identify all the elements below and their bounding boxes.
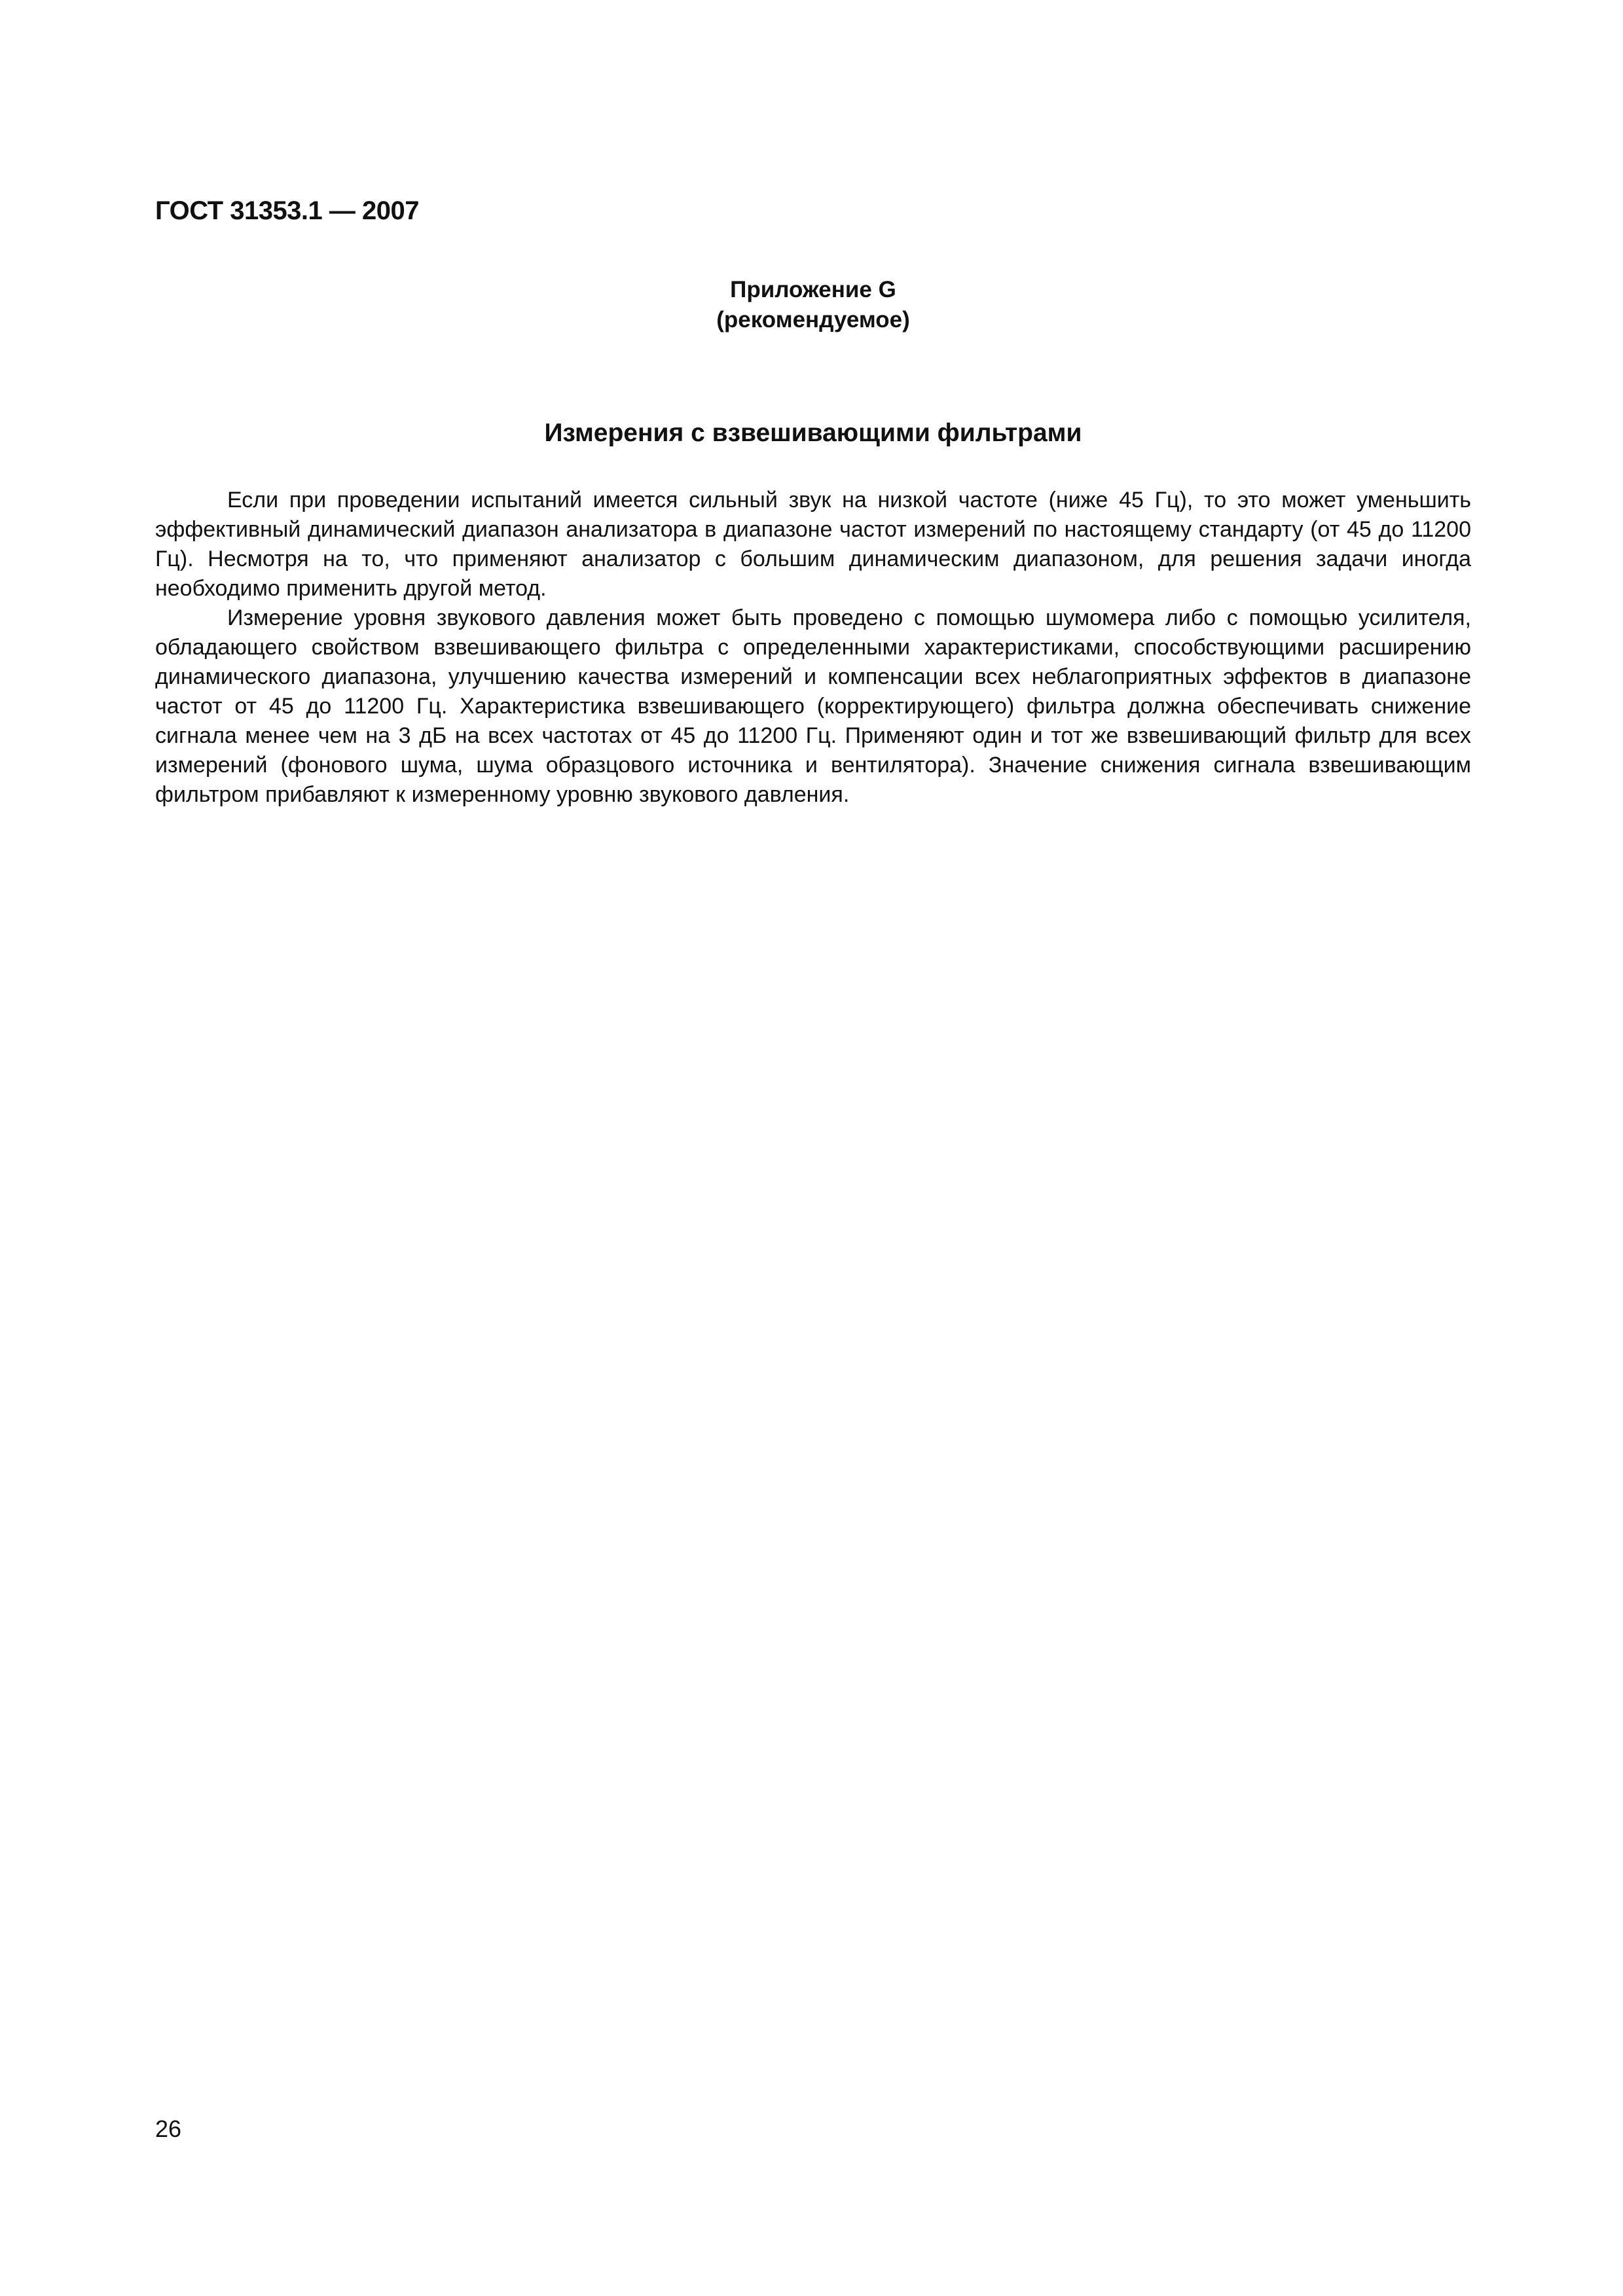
- annex-heading: [155, 275, 1471, 335]
- body-text: [155, 486, 1471, 810]
- page-number: 26: [155, 2115, 182, 2142]
- annex-title: Приложение G: [730, 277, 896, 302]
- section-title: Измерения с взвешивающими фильтрами: [544, 419, 1082, 447]
- paragraph-2: Измерение уровня звукового давления может быть проведено с помощью шумомера либо с помощью усилителя, обладающего свойством взвешивающего фильтра с определенными характеристиками, способствующими расширению динамического диапазона, улучшению качества измерений и компенсации всех неблагоприятных эффектов в диапазоне частот от 45 до 11200 Гц. Характеристика взвешивающего (корректирующего) фильтра должна обеспечивать снижение сигнала менее чем на 3 дБ на всех частотах от 45 до 11200 Гц. Применяют один и тот же взвешивающий фильтр для всех измерений (фонового шума, шума образцового источника и вентилятора). Значение снижения сигнала взвешивающим фильтром прибавляют к измеренному уровню звукового давления.: [155, 605, 1471, 807]
- document-code-header: ГОСТ 31353.1 — 2007: [155, 196, 419, 225]
- paragraph-1: Если при проведении испытаний имеется сильный звук на низкой частоте (ниже 45 Гц), то это может уменьшить эффективный динамический диапазон анализатора в диапазоне частот измерений по настоящему стандарту (от 45 до 11200 Гц). Несмотря на то, что применяют анализатор с большим динамическим диапазоном, для решения задачи иногда необходимо применить другой метод.: [155, 488, 1471, 601]
- annex-status: (рекомендуемое): [716, 307, 910, 332]
